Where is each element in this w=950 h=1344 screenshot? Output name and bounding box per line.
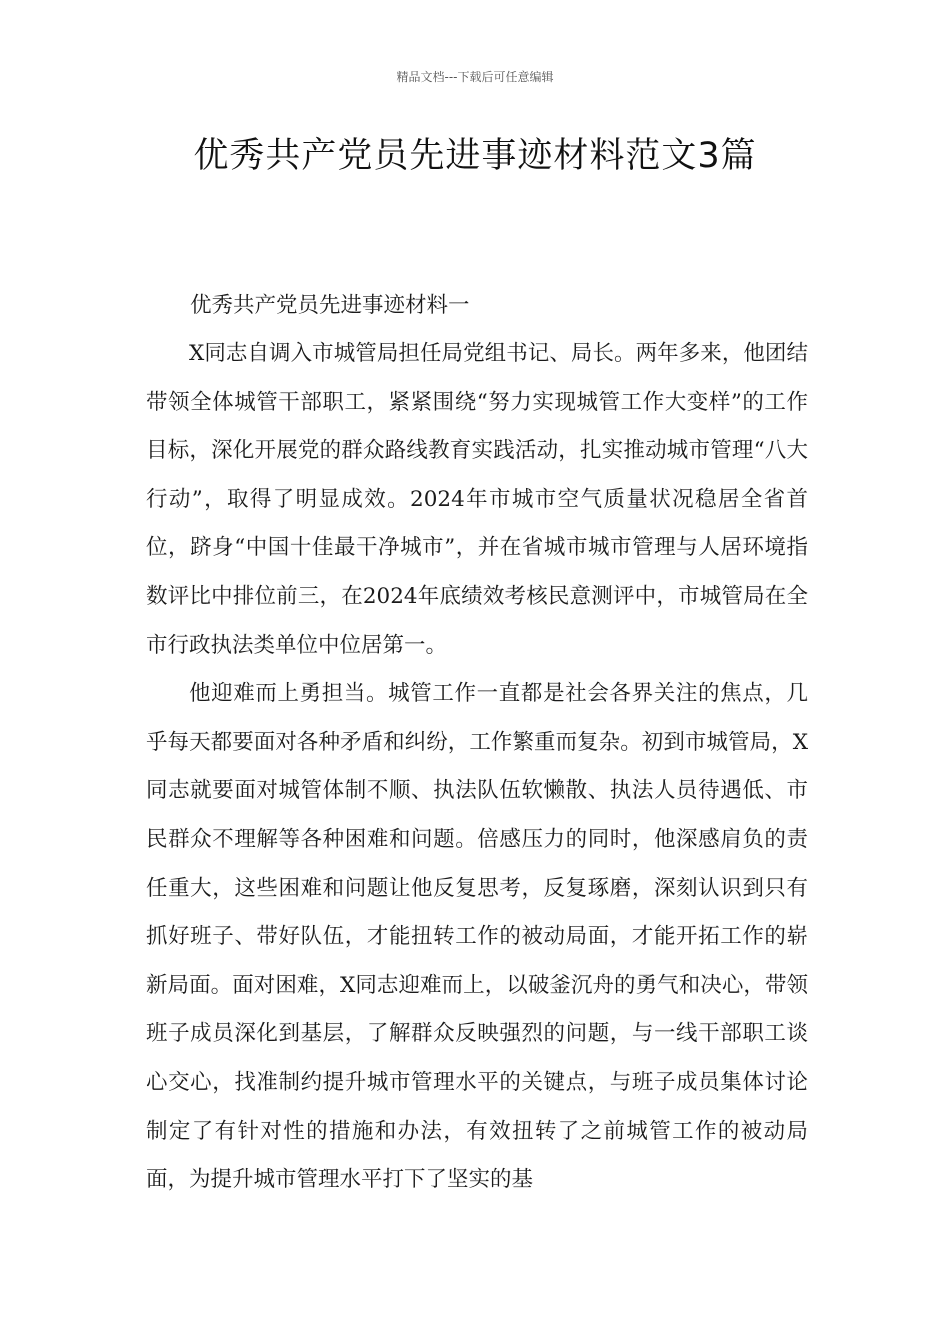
header-note: 精品文档---下载后可任意编辑 (396, 70, 554, 84)
document-title: 优秀共产党员先进事迹材料范文3篇 (193, 136, 757, 176)
paragraph-2: 他迎难而上勇担当。城管工作一直都是社会各界关注的焦点，几乎每天都要面对各种矛盾和纠纷，工作繁重而复杂。初到市城管局，X同志就要面对城管体制不顺、执法队伍软懒散、执法人员待遇低、市民群众不理解等各种困难和问题。倍感压力的同时，他深感肩负的责任重大，这些困难和问题让他反复思考，反复琢磨，深刻认识到只有抓好班子、带好队伍，才能扭转工作的被动局面，才能开拓工作的崭新局面。面对困难，X同志迎难而上，以破釜沉舟的勇气和决心，带领班子成员深化到基层，了解群众反映强烈的问题，与一线干部职工谈心交心，找准制约提升城市管理水平的关键点，与班子成员集体讨论制定了有针对性的措施和办法，有效扭转了之前城管工作的被动局面，为提升城市管理水平打下了坚实的基 (146, 681, 808, 1193)
body-text (146, 330, 808, 1205)
paragraph-1: X同志自调入市城管局担任局党组书记、局长。两年多来，他团结带领全体城管干部职工，紧紧围绕“努力实现城管工作大变样”的工作目标，深化开展党的群众路线教育实践活动，扎实推动城市管理“八大行动”，取得了明显成效。2024年市城市空气质量状况稳居全省首位，跻身“中国十佳最干净城市”，并在省城市城市管理与人居环境指数评比中排位前三，在2024年底绩效考核民意测评中，市城管局在全市行政执法类单位中位居第一。 (146, 341, 808, 658)
section-heading: 优秀共产党员先进事迹材料一 (190, 293, 470, 318)
